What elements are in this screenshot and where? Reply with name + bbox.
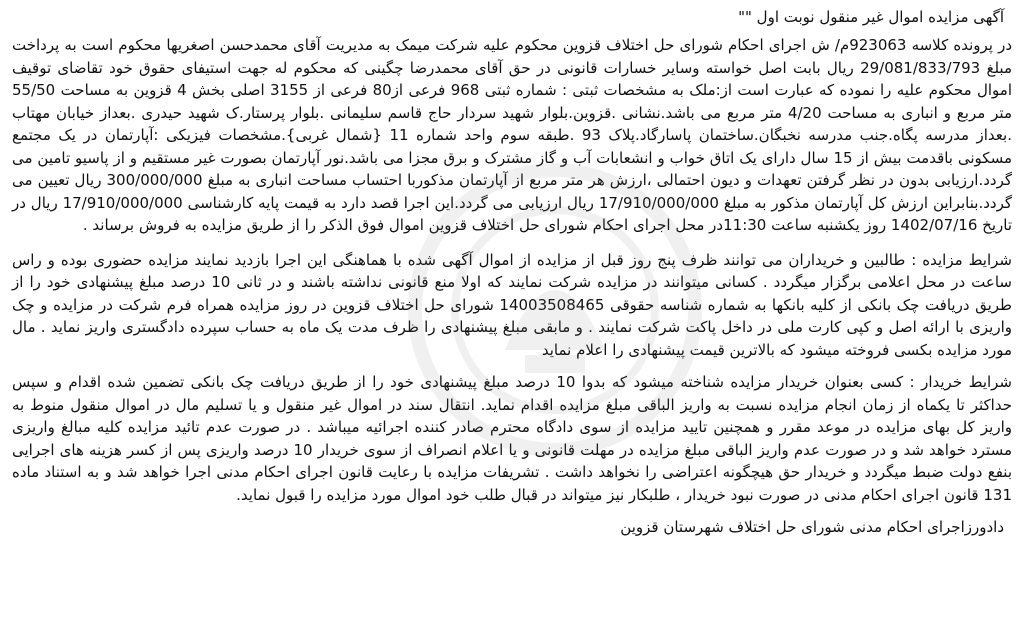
notice-signature: دادورزاجرای احکام مدنی شورای حل اختلاف شهرستان قزوین <box>620 518 1004 536</box>
notice-paragraph-buyer-conditions: شرایط خریدار : کسی بعنوان خریدار مزایده شناخته میشود که بدوا 10 درصد مبلغ پیشنهادی خود را از طریق دریافت چک بانکی تضمین شده اقدام و سپس حداکثر تا یکماه از زمان انجام مزایده نسبت به واریز الباقی مبلغ مزایده اقدام نماید. انتقال سند در اموال غیر منقول و یا تسلیم مال در اموال منقول منوط به واریز کل بهای مزایده در موعد مقرر و همچنین تایید مزایده از سوی دادگاه محترم صادر کننده اجرائیه میباشد . در صورت عدم تائید مزایده کلیه مبالغ واریزی مسترد خواهد شد و در صورت عدم واریز الباقی مبلغ مزایده در مهلت قانونی و یا اعلام انصراف از سوی خریدار 10 درصد واریزی پس از کسر هزینه های اجرایی بنفع دولت ضبط میگردد و خریدار حق هیچگونه اعتراضی را نخواهد داشت . تشریفات مزایده با رعایت قانون اجرای احکام مدنی اجرا خواهد شد و به استناد ماده 131 قانون اجرای احکام مدنی در صورت نبود خریدار ، طلبکار نیز میتواند در قبال طلب خود اموال مورد مزایده را قبول نماید. <box>12 373 1013 504</box>
notice-paragraph-case-details: در پرونده کلاسه 923063م/ ش اجرای احکام شورای حل اختلاف قزوین محکوم علیه شرکت میمک به مدیریت آقای محمدحسن اصغریها محکوم است به پرداخت مبلغ 29/081/833/793 ریال بابت اصل خواسته وسایر خسارات قانونی در حق آقای محمدرضا چگینی که محکوم له جهت استیفای حقوق خود تقاضای توقیف اموال محکوم علیه را نموده که عبارت است از:ملک به مشخصات ثبتی : شماره ثبتی 968 فرعی از80 فرعی از 3155 اصلی بخش 4 قزوین به مساحت 55/50 متر مربع و انباری به مساحت 4/20 متر مربع می باشد.نشانی .قزوین.بلوار شهید سردار حاج قاسم سلیمانی .بلوار پرستار.ک شهید حیدری .بعداز خیابان مهتاب .بعداز مدرسه پگاه.جنب مدرسه نخبگان.ساختمان پاسارگاد.پلاک 93 .طبقه سوم واحد شماره 11 {شمال غربی}.مشخصات فیزیکی :آپارتمان در یک مجتمع مسکونی باقدمت بیش از 15 سال دارای یک اتاق خواب و انشعابات آب و گاز مشترک و برق مجزا می باشد.نور آپارتمان بصورت غیر مستقیم و از پاسیو تامین می گردد.ارزیابی بدون در نظر گرفتن تعهدات و دیون احتمالی ،ارزش هر متر مربع از آپارتمان مذکوربا احتساب مساحت انباری به مبلغ 300/000/000 ریال تعیین می گردد.بنابراین ارزش کل آپارتمان مذکور به مبلغ 17/910/000/000 ریال ارزیابی می گردد.این اجرا قصد دارد به قیمت پایه کارشناسی 17/910/000/000 ریال در تاریخ 1402/07/16 روز یکشنبه ساعت 11:30در محل اجرای احکام شورای حل اختلاف قزوین اموال فوق الذکر را از طریق مزایده به فروش برساند . <box>12 36 1013 234</box>
notice-title: آگهی مزایده اموال غیر منقول نوبت اول "" <box>738 8 1004 26</box>
notice-paragraph-auction-conditions: شرایط مزایده : طالبین و خریداران می توانند ظرف پنج روز قبل از مزایده از اموال آگهی شده با هماهنگی این اجرا بازدید نمایند مزایده حضوری بوده و راس ساعت در محل اعلامی برگزار میگردد . کسانی میتوانند در مزایده شرکت نمایند که اولا منع قانونی نداشته باشند و در ثانی 10 درصد مبلغ پیشنهادی خود را از طریق دریافت چک بانکی از کلیه بانکها به شماره شناسه حقوقی 14003508465 شورای حل اختلاف قزوین در روز مزایده همراه فرم شرکت در مزایده و چک واریزی با ارائه اصل و کپی کارت ملی در داخل پاکت شرکت نمایند . و مابقی مبلغ پیشنهادی را ظرف مدت یک ماه به حساب سپرده دادگستری واریز نماید . مال مورد مزایده بکسی فروخته میشود که بالاترین قیمت پیشنهادی را اعلام نماید <box>12 250 1012 359</box>
